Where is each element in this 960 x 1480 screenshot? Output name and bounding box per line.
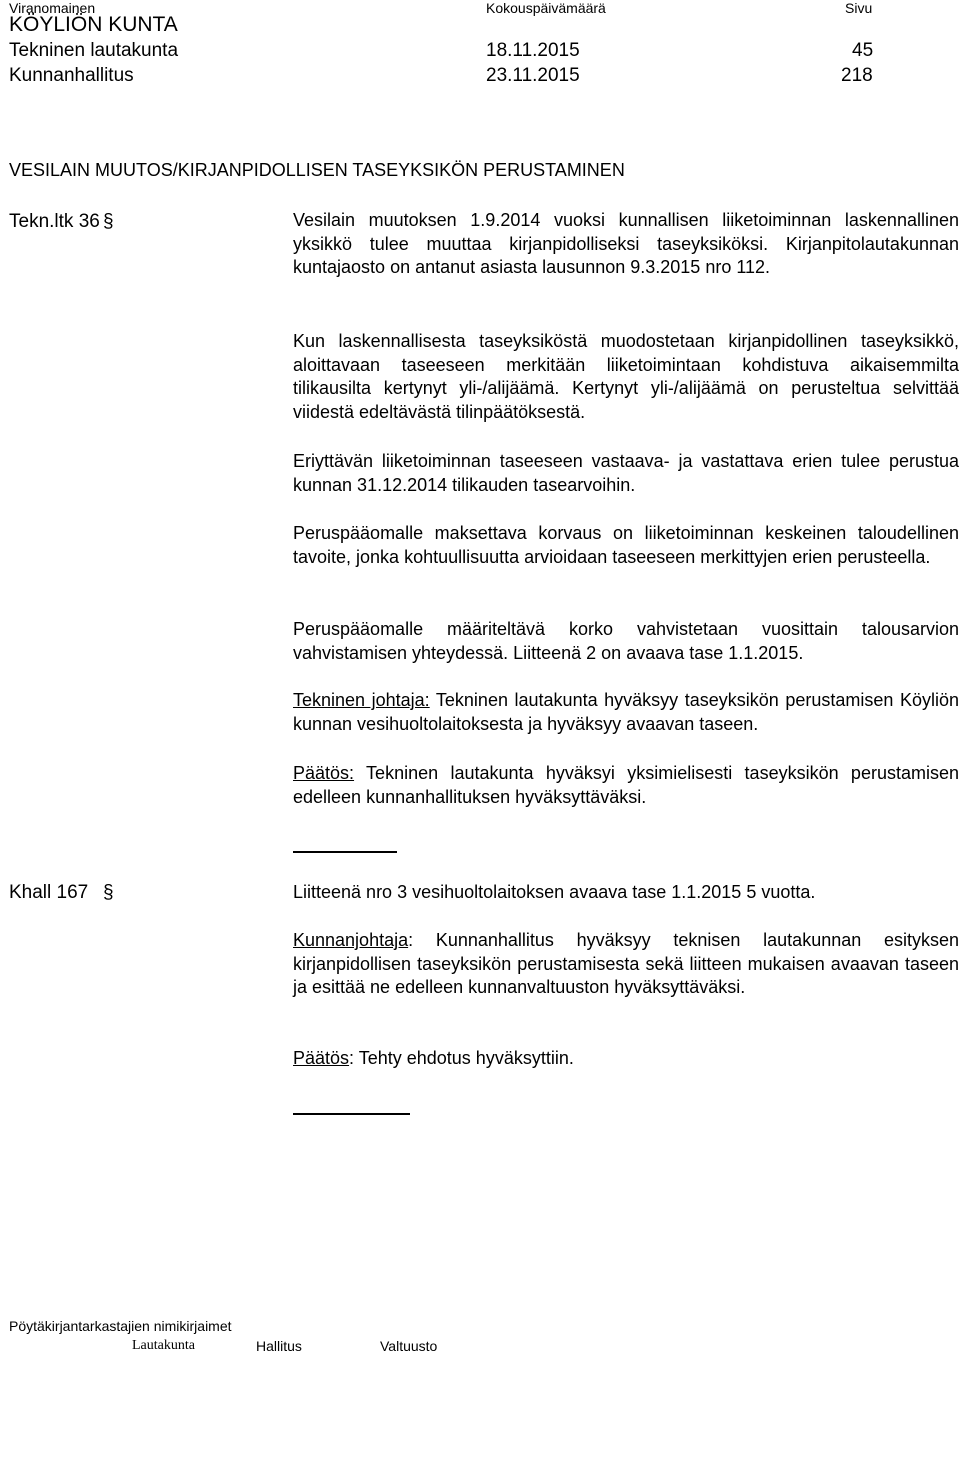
header-label-meeting-date: Kokouspäivämäärä — [486, 0, 606, 16]
footer-label: Pöytäkirjantarkastajien nimikirjaimet — [9, 1318, 232, 1334]
decision-text: : Tehty ehdotus hyväksyttiin. — [349, 1048, 574, 1068]
header-row-body: Kunnanhallitus — [9, 65, 134, 86]
municipality-name: KÖYLIÖN KUNTA — [9, 13, 178, 36]
header-label-page: Sivu — [845, 0, 873, 16]
decision-paragraph — [293, 762, 959, 809]
paragraph: Vesilain muutoksen 1.9.2014 vuoksi kunnallisen liiketoiminnan laskennallinen yksikkö tulee muuttaa kirjanpidolliseksi taseyksiköksi. Kirjanpitolautakunnan kuntajaosto on antanut asiasta lausunnon 9.3.2015 nro 112. — [293, 210, 959, 277]
header-label-authority: Viranomainen — [9, 0, 96, 16]
paragraph: Peruspääomalle määriteltävä korko vahvistetaan vuosittain talousarvion vahvistamisen yhteydessä. Liitteenä 2 on avaava tase 1.1.2015. — [293, 619, 959, 663]
proposal-text: : Kunnanhallitus hyväksyy teknisen lautakunnan esityksen kirjanpidollisen taseyksikön perustamisesta sekä liitteen mukaisen avaavan taseen ja esittää ne edelleen kunnanvaltuuston hyväksyttäväksi. — [293, 930, 959, 997]
decision-text: Tekninen lautakunta hyväksyi yksimielisesti taseyksikön perustamisen edelleen kunnanhallituksen hyväksyttäväksi. — [293, 763, 959, 807]
header-row-date: 23.11.2015 — [486, 65, 580, 86]
header-row-page: 45 — [852, 40, 874, 61]
footer-item-council: Valtuusto — [380, 1338, 438, 1354]
proposal-paragraph — [293, 689, 959, 736]
header-row-date: 18.11.2015 — [486, 40, 580, 61]
decision-label: Päätös: — [293, 763, 355, 783]
section-sign-icon: § — [103, 211, 114, 232]
section-reference: Tekn.ltk 36 — [9, 211, 100, 232]
paragraph: Peruspääomalle maksettava korvaus on liiketoiminnan keskeinen taloudellinen tavoite, jonka kohtuullisuutta arvioidaan taseeseen merkittyjen erien perusteella. — [293, 523, 959, 567]
section-reference: Khall 167 — [9, 882, 89, 903]
header-row-body: Tekninen lautakunta — [9, 40, 179, 61]
decision-paragraph — [293, 1047, 959, 1071]
proposal-label: Kunnanjohtaja — [293, 930, 409, 950]
footer-item-government: Hallitus — [256, 1338, 302, 1354]
header-row-page: 218 — [841, 65, 873, 86]
proposal-label: Tekninen johtaja: — [293, 690, 430, 710]
section-divider — [293, 851, 397, 853]
section-divider — [293, 1113, 410, 1115]
proposal-text: Tekninen lautakunta hyväksyy taseyksikön perustamisen Köyliön kunnan vesihuoltolaitoksesta ja hyväksyy avaavan taseen. — [293, 690, 959, 734]
decision-label: Päätös — [293, 1048, 350, 1068]
attachment-line: Liitteenä nro 3 vesihuoltolaitoksen avaava tase 1.1.2015 5 vuotta. — [293, 882, 816, 902]
paragraph: Eriyttävän liiketoiminnan taseeseen vastaava- ja vastattava erien tulee perustua kunnan 31.12.2014 tilikauden tasearvoihin. — [293, 451, 959, 495]
proposal-paragraph — [293, 929, 959, 1000]
section-sign-icon: § — [103, 882, 114, 903]
footer-item-board: Lautakunta — [132, 1338, 195, 1353]
document-title: VESILAIN MUUTOS/KIRJANPIDOLLISEN TASEYKSIKÖN PERUSTAMINEN — [9, 160, 625, 180]
paragraph: Kun laskennallisesta taseyksiköstä muodostetaan kirjanpidollinen taseyksikkö, aloittavaan taseeseen merkitään liiketoimintaan kohdistuva aikaisemmilta tilikausilta kertynyt yli-/alijäämä. Kertynyt yli-/alijäämä on perusteltua selvittää viidestä edeltävästä tilinpäätöksestä. — [293, 331, 959, 422]
